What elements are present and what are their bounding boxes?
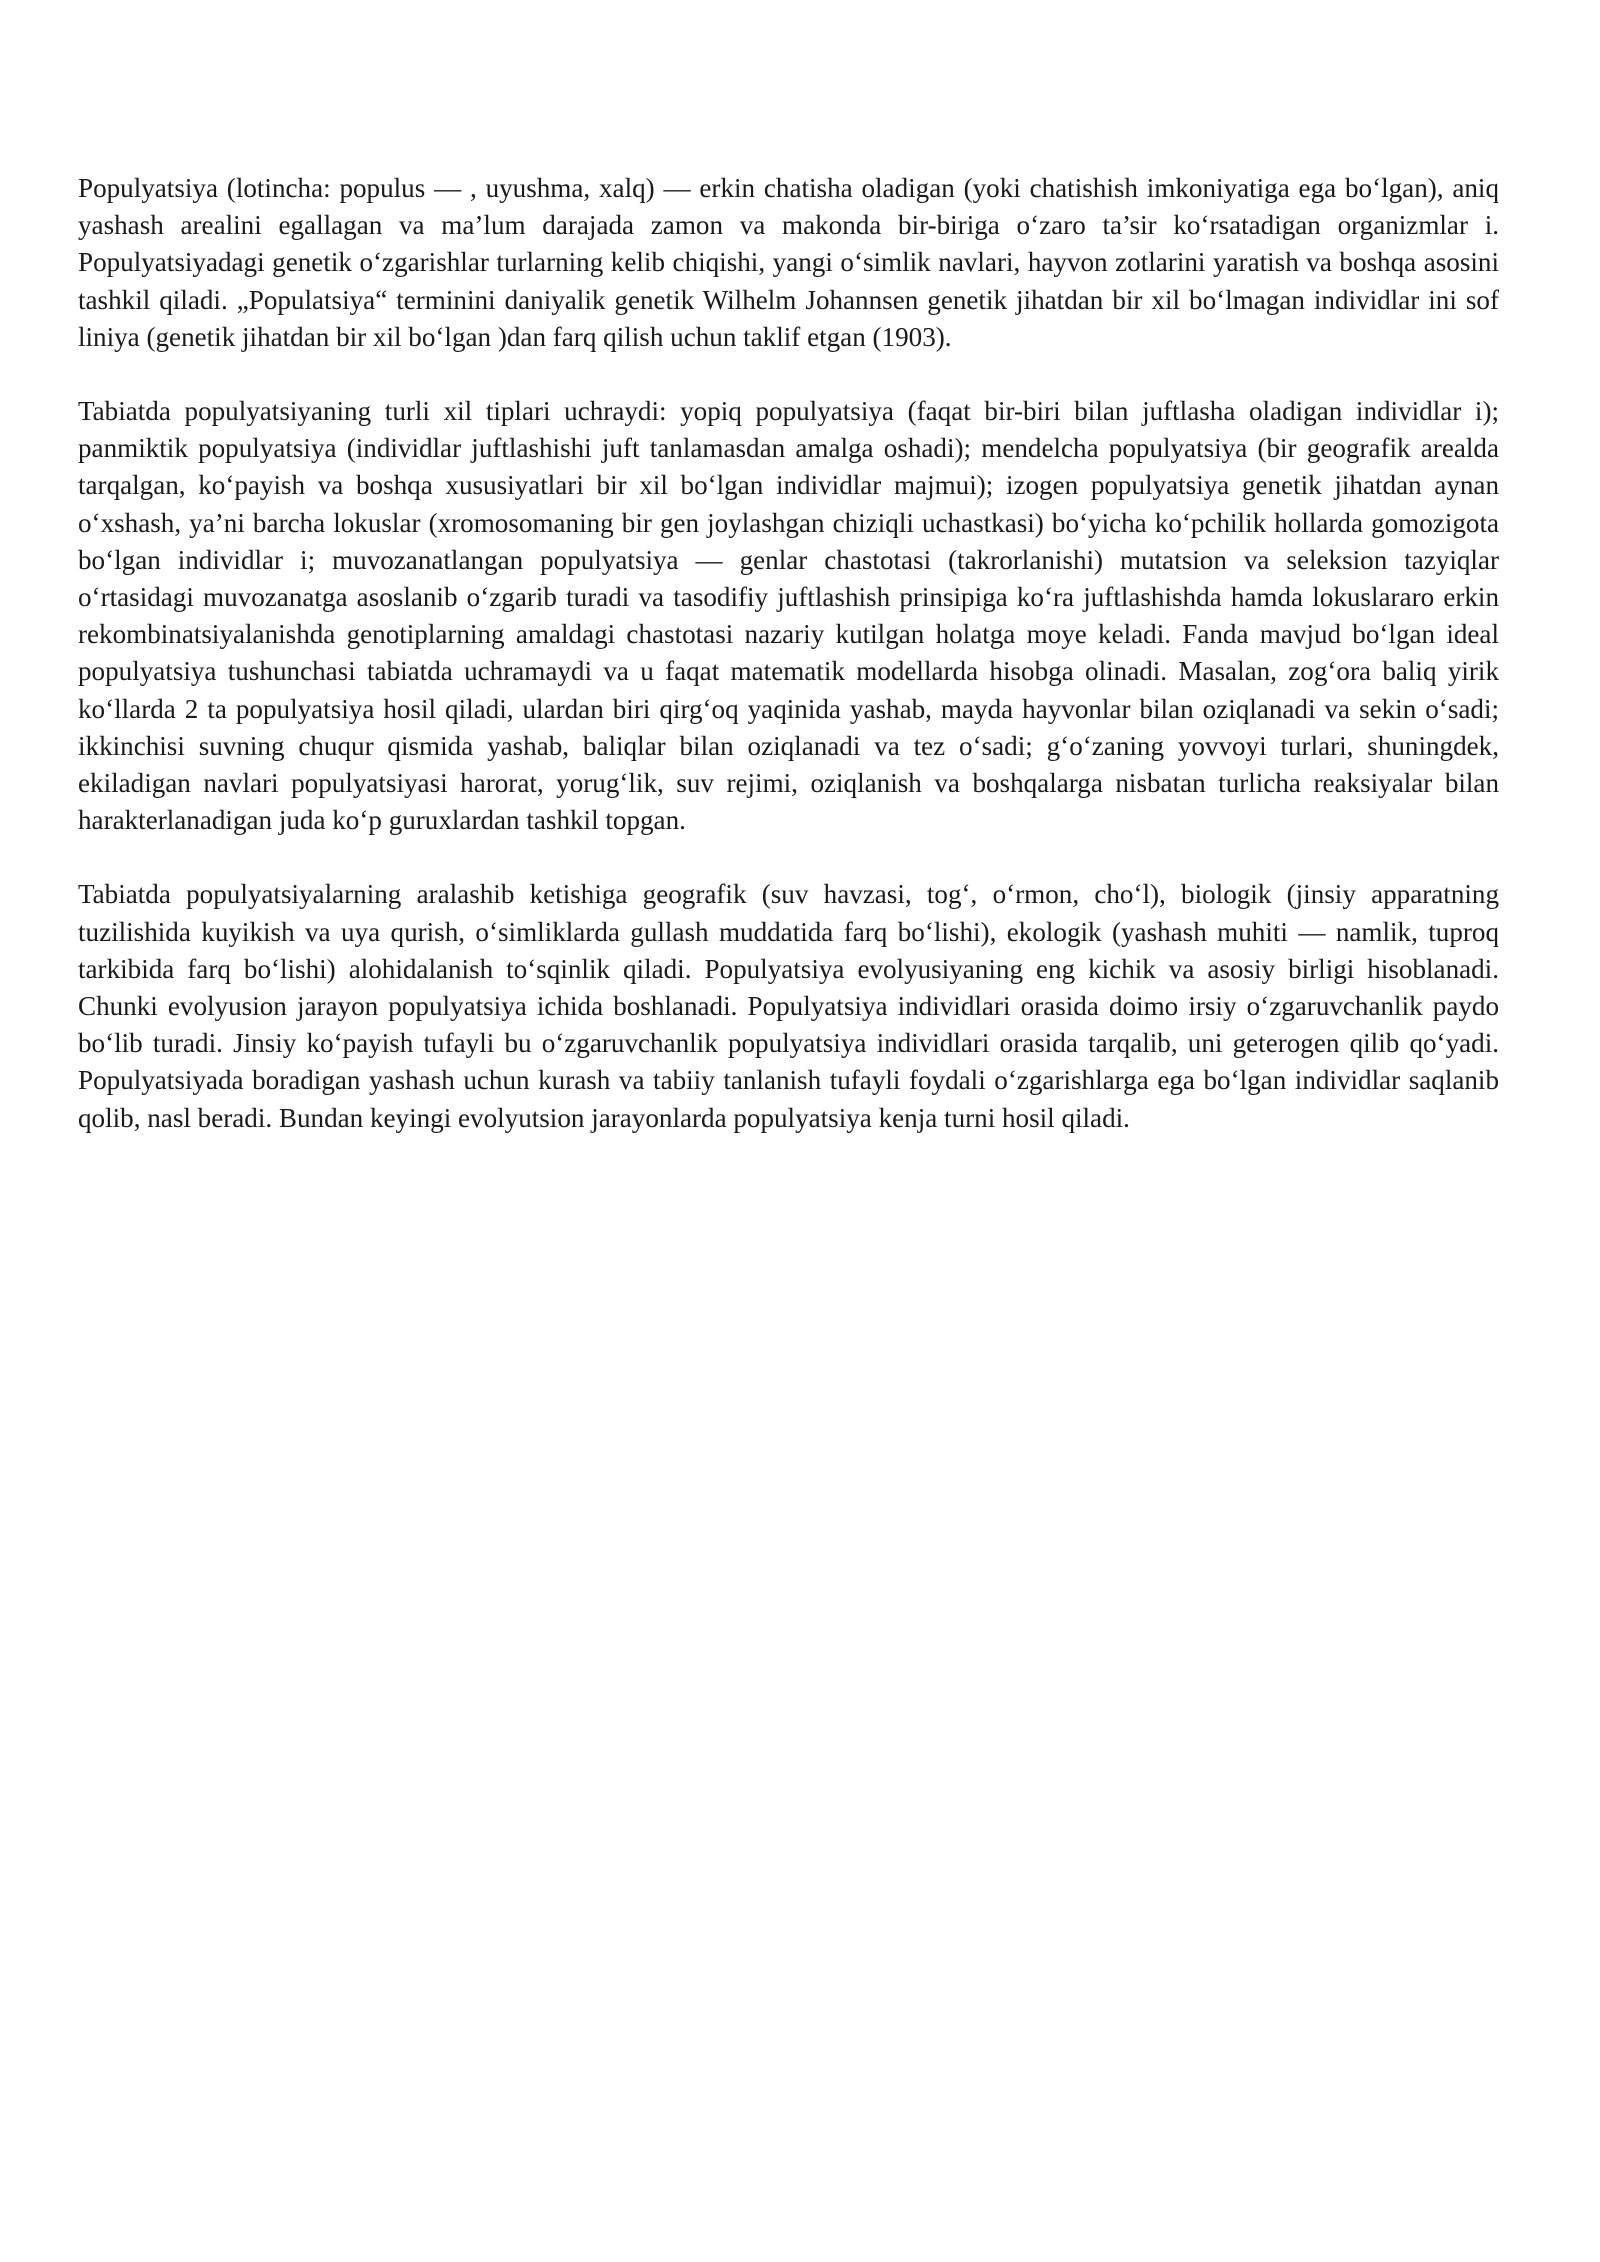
paragraph-definition: Populyatsiya (lotincha: populus — , uyushma, xalq) — erkin chatisha oladigan (yoki chatishish imkoniyatiga ega bo‘lgan), aniq yashash arealini egallagan va ma’lum darajada zamon va makonda bir-biriga o‘zaro ta’sir ko‘rsatadigan organizmlar i. Populyatsiyadagi genetik o‘zgarishlar turlarning kelib chiqishi, yangi o‘simlik navlari, hayvon zotlarini yaratish va boshqa asosini tashkil qiladi. „Populatsiya“ terminini daniyalik genetik Wilhelm Johannsen genetik jihatdan bir xil bo‘lmagan individlar ini sof liniya (genetik jihatdan bir xil bo‘lgan )dan farq qilish uchun taklif etgan (1903).: [78, 173, 1499, 352]
paragraph-population-types: Tabiatda populyatsiyaning turli xil tiplari uchraydi: yopiq populyatsiya (faqat bir-biri bilan juftlasha oladigan individlar i); panmiktik populyatsiya (individlar juftlashishi juft tanlamasdan amalga oshadi); mendelcha populyatsiya (bir geografik arealda tarqalgan, ko‘payish va boshqa xususiyatlari bir xil bo‘lgan individlar majmui); izogen populyatsiya genetik jihatdan aynan o‘xshash, ya’ni barcha lokuslar (xromosomaning bir gen joylashgan chiziqli uchastkasi) bo‘yicha ko‘pchilik hollarda gomozigota bo‘lgan individlar i; muvozanatlangan populyatsiya — genlar chastotasi (takrorlanishi) mutatsion va seleksion tazyiqlar o‘rtasidagi muvozanatga asoslanib o‘zgarib turadi va tasodifiy juftlashish prinsipiga ko‘ra juftlashishda hamda lokuslararo erkin rekombinatsiyalanishda genotiplarning amaldagi chastotasi nazariy kutilgan holatga moye keladi. Fanda mavjud bo‘lgan ideal populyatsiya tushunchasi tabiatda uchramaydi va u faqat matematik modellarda hisobga olinadi. Masalan, zog‘ora baliq yirik ko‘llarda 2 ta populyatsiya hosil qiladi, ulardan biri qirg‘oq yaqinida yashab, mayda hayvonlar bilan oziqlanadi va sekin o‘sadi; ikkinchisi suvning chuqur qismida yashab, baliqlar bilan oziqlanadi va tez o‘sadi; g‘o‘zaning yovvoyi turlari, shuningdek, ekiladigan navlari populyatsiyasi harorat, yorug‘lik, suv rejimi, oziqlanish va boshqalarga nisbatan turlicha reaksiyalar bilan harakterlanadigan juda ko‘p guruxlardan tashkil topgan.: [78, 396, 1499, 836]
document-body: [78, 170, 1499, 1174]
paragraph-isolation-evolution: Tabiatda populyatsiyalarning aralashib ketishiga geografik (suv havzasi, tog‘, o‘rmon, cho‘l), biologik (jinsiy apparatning tuzilishida kuyikish va uya qurish, o‘simliklarda gullash muddatida farq bo‘lishi), ekologik (yashash muhiti — namlik, tuproq tarkibida farq bo‘lishi) alohidalanish to‘sqinlik qiladi. Populyatsiya evolyusiyaning eng kichik va asosiy birligi hisoblanadi. Chunki evolyusion jarayon populyatsiya ichida boshlanadi. Populyatsiya individlari orasida doimo irsiy o‘zgaruvchanlik paydo bo‘lib turadi. Jinsiy ko‘payish tufayli bu o‘zgaruvchanlik populyatsiya individlari orasida tarqalib, uni geterogen qilib qo‘yadi. Populyatsiyada boradigan yashash uchun kurash va tabiiy tanlanish tufayli foydali o‘zgarishlarga ega bo‘lgan individlar saqlanib qolib, nasl beradi. Bundan keyingi evolyutsion jarayonlarda populyatsiya kenja turni hosil qiladi.: [78, 879, 1499, 1133]
